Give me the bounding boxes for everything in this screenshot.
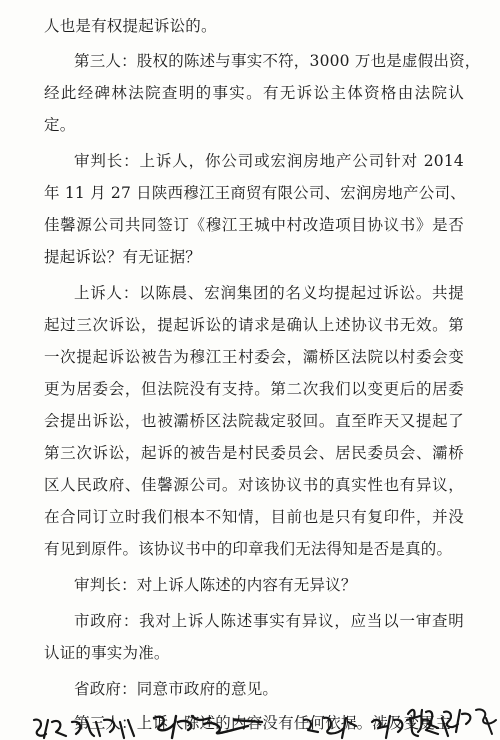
transcript-line: 一次提起诉讼被告为穆江王村委会，灞桥区法院以村委会变 xyxy=(44,348,464,366)
transcript-line: 省政府：同意市政府的意见。 xyxy=(74,680,279,698)
transcript-line: 经此经碑林法院查明的事实。有无诉讼主体资格由法院认 xyxy=(44,84,464,102)
transcript-line: 年 11 月 27 日陕西穆江王商贸有限公司、宏润房地产公司、 xyxy=(44,184,466,202)
transcript-line: 第三人：上诉人陈述的内容没有任何依据。涉及变更主 xyxy=(74,714,451,732)
transcript-line: 审判长：对上诉人陈述的内容有无异议？ xyxy=(74,576,357,594)
handwritten-signature xyxy=(148,712,268,740)
transcript-line: 第三人：股权的陈述与事实不符，3000 万也是虚假出资， xyxy=(74,52,481,70)
handwritten-signature xyxy=(368,712,456,740)
transcript-line: 提起诉讼？有无证据？ xyxy=(44,248,202,266)
handwritten-signature xyxy=(30,716,140,740)
transcript-line: 佳馨源公司共同签订《穆江王城中村改造项目协议书》是否 xyxy=(44,216,464,234)
transcript-line: 会提出诉讼，也被灞桥区法院裁定驳回。直至昨天又提起了 xyxy=(44,412,464,430)
transcript-line: 审判长：上诉人，你公司或宏润房地产公司针对 2014 xyxy=(74,152,464,170)
transcript-line: 起过三次诉讼，提起诉讼的请求是确认上述协议书无效。第 xyxy=(44,316,464,334)
handwritten-signature xyxy=(300,712,360,740)
transcript-line: 第三次诉讼，起诉的被告是村民委员会、居民委员会、灞桥 xyxy=(44,444,464,462)
transcript-line: 在合同订立时我们根本不知情，目前也是只有复印件，并没 xyxy=(44,508,464,526)
transcript-line: 有见到原件。该协议书中的印章我们无法得知是否是真的。 xyxy=(44,540,453,558)
transcript-line: 认证的事实为准。 xyxy=(44,644,170,662)
transcript-line: 更为居委会，但法院没有支持。第二次我们以变更后的居委 xyxy=(44,380,464,398)
transcript-line: 定。 xyxy=(44,116,76,134)
transcript-line: 上诉人：以陈晨、宏润集团的名义均提起过诉讼。共提 xyxy=(74,284,464,302)
transcript-line: 市政府：我对上诉人陈述事实有异议，应当以一审查明 xyxy=(74,612,464,630)
transcript-line: 区人民政府、佳馨源公司。对该协议书的真实性也有异议， xyxy=(44,476,464,494)
transcript-line: 人也是有权提起诉讼的。 xyxy=(44,17,217,35)
